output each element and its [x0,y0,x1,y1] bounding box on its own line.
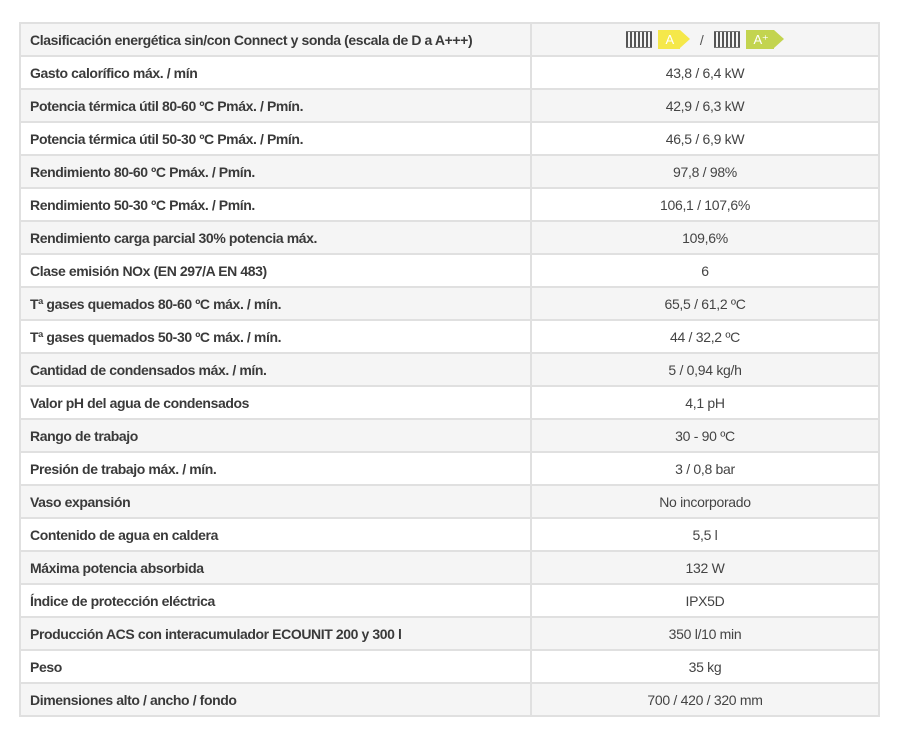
row-value: 46,5 / 6,9 kW [531,122,879,155]
spec-table [19,22,880,717]
table-row [20,551,879,584]
row-label: Presión de trabajo máx. / mín. [20,452,531,485]
row-value: 35 kg [531,650,879,683]
table-row [20,254,879,287]
row-value: 132 W [531,551,879,584]
radiator-icon [714,31,740,48]
table-row [20,188,879,221]
table-row-energy-class [20,23,879,56]
energy-badge-a-plus: A⁺ [746,30,775,49]
row-label: Valor pH del agua de condensados [20,386,531,419]
row-label: Rendimiento carga parcial 30% potencia máx. [20,221,531,254]
row-label: Rendimiento 50-30 ºC Pmáx. / Pmín. [20,188,531,221]
row-label: Contenido de agua en caldera [20,518,531,551]
row-value: 5 / 0,94 kg/h [531,353,879,386]
table-row [20,320,879,353]
table-row [20,353,879,386]
row-label: Tª gases quemados 80-60 ºC máx. / mín. [20,287,531,320]
row-value: 42,9 / 6,3 kW [531,89,879,122]
row-label: Vaso expansión [20,485,531,518]
row-label: Producción ACS con interacumulador ECOUNIT 200 y 300 l [20,617,531,650]
table-row [20,155,879,188]
row-value: 6 [531,254,879,287]
table-row [20,452,879,485]
row-label: Gasto calorífico máx. / mín [20,56,531,89]
table-row [20,287,879,320]
row-label: Rango de trabajo [20,419,531,452]
row-value: 700 / 420 / 320 mm [531,683,879,716]
table-row [20,650,879,683]
table-row [20,221,879,254]
row-label: Tª gases quemados 50-30 ºC máx. / mín. [20,320,531,353]
energy-badge-a: A [658,30,680,49]
table-row [20,89,879,122]
row-value: IPX5D [531,584,879,617]
table-row [20,683,879,716]
table-row [20,122,879,155]
row-label: Cantidad de condensados máx. / mín. [20,353,531,386]
table-row [20,518,879,551]
energy-class-display [626,30,785,49]
row-value: 30 - 90 ºC [531,419,879,452]
row-label: Peso [20,650,531,683]
table-row [20,56,879,89]
table-row [20,584,879,617]
row-label: Máxima potencia absorbida [20,551,531,584]
row-value: No incorporado [531,485,879,518]
row-value: 350 l/10 min [531,617,879,650]
row-label: Dimensiones alto / ancho / fondo [20,683,531,716]
row-value [531,23,879,56]
table-row [20,386,879,419]
row-value: 43,8 / 6,4 kW [531,56,879,89]
row-value: 3 / 0,8 bar [531,452,879,485]
radiator-icon [626,31,652,48]
row-value: 109,6% [531,221,879,254]
row-label: Índice de protección eléctrica [20,584,531,617]
row-value: 5,5 l [531,518,879,551]
row-value: 65,5 / 61,2 ºC [531,287,879,320]
row-value: 97,8 / 98% [531,155,879,188]
row-label: Potencia térmica útil 80-60 ºC Pmáx. / Pmín. [20,89,531,122]
row-label: Clase emisión NOx (EN 297/A EN 483) [20,254,531,287]
row-value: 44 / 32,2 ºC [531,320,879,353]
table-row [20,617,879,650]
row-label: Potencia térmica útil 50-30 ºC Pmáx. / Pmín. [20,122,531,155]
row-value: 106,1 / 107,6% [531,188,879,221]
row-value: 4,1 pH [531,386,879,419]
row-label: Clasificación energética sin/con Connect y sonda (escala de D a A+++) [20,23,531,56]
table-row [20,485,879,518]
table-row [20,419,879,452]
row-label: Rendimiento 80-60 ºC Pmáx. / Pmín. [20,155,531,188]
separator: / [699,31,704,48]
